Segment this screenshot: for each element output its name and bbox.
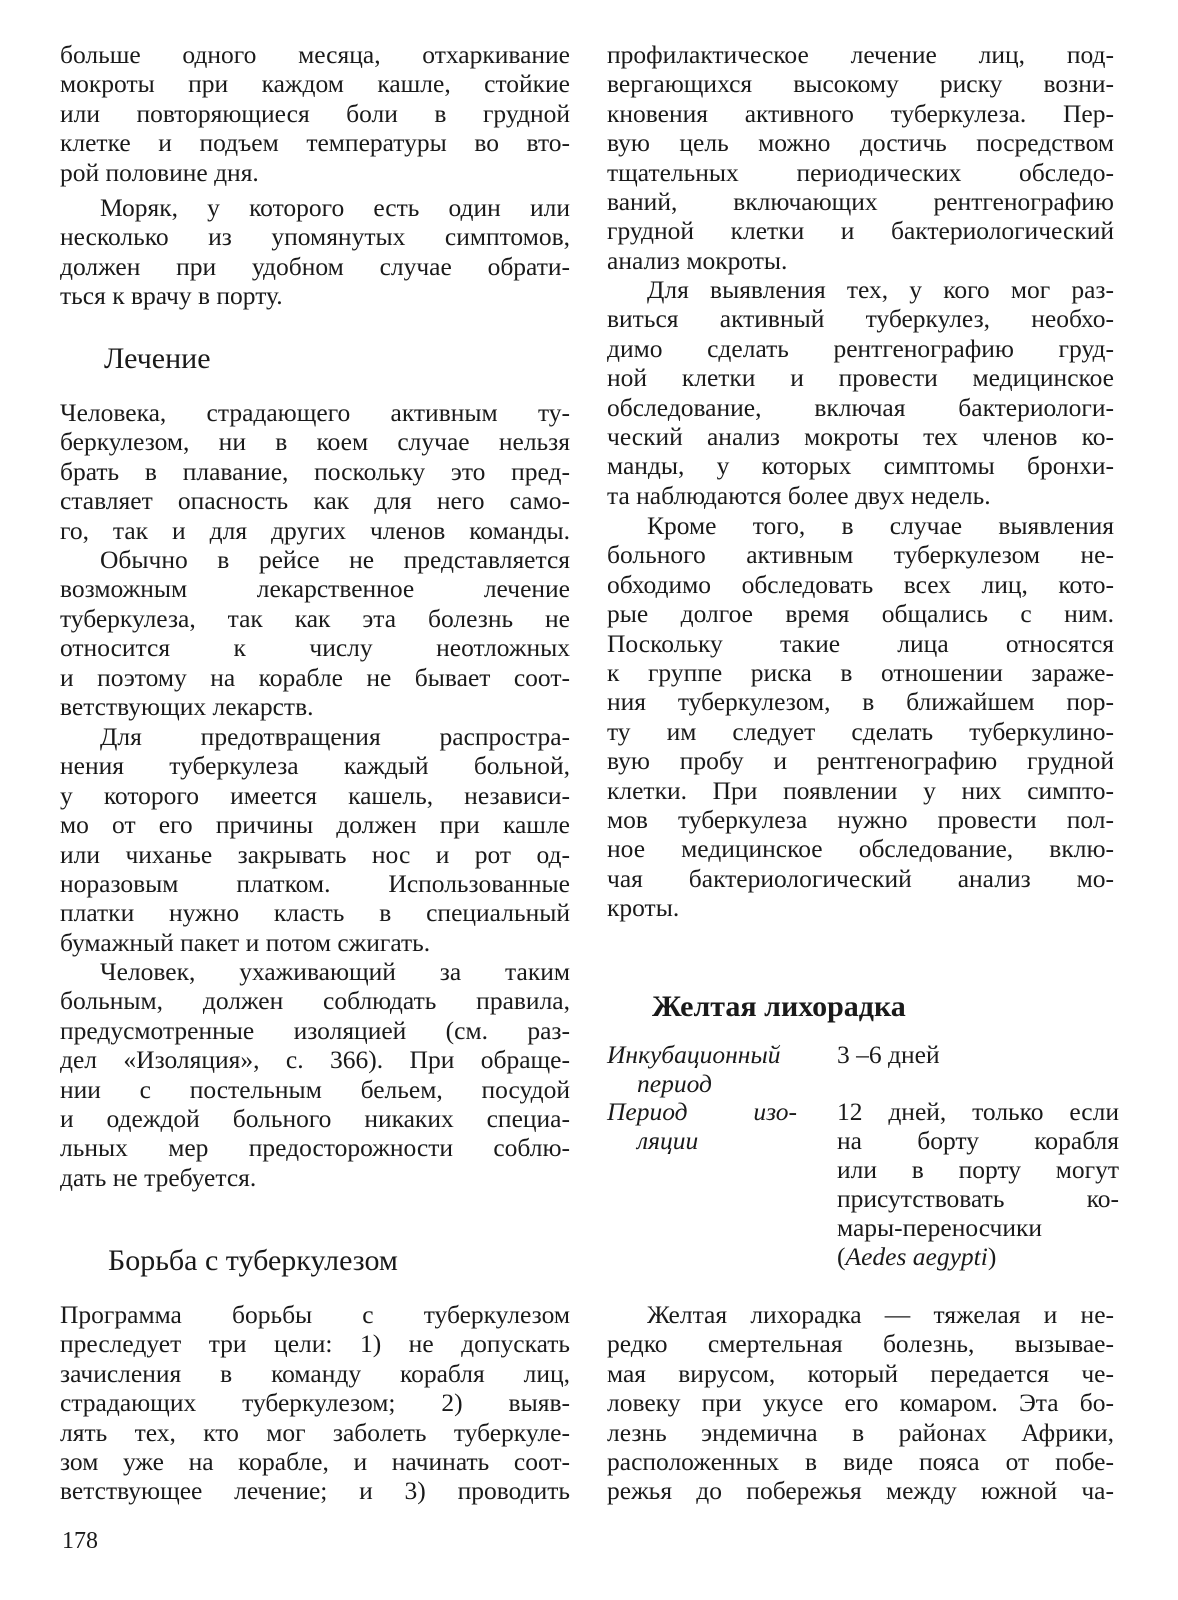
text-line: димо сделать рентгенографию груд- bbox=[607, 333, 1114, 363]
section-heading-yellow-fever: Желтая лихорадка bbox=[652, 990, 906, 1023]
text-line: кроты. bbox=[607, 893, 680, 923]
incubation-period-row bbox=[607, 1040, 1117, 1100]
value-line: 3 –6 дней bbox=[837, 1040, 940, 1069]
text-line: тщательных периодических обследо- bbox=[607, 157, 1114, 187]
text-line: рые долгое время общались с ним. bbox=[607, 599, 1114, 629]
species-name: Aedes aegypti bbox=[845, 1242, 988, 1271]
text-line: расположенных в виде пояса от побе- bbox=[607, 1447, 1114, 1477]
text-line: Обычно в рейсе не представляется bbox=[100, 545, 570, 574]
text-line: редко смертельная болезнь, вызывае- bbox=[607, 1329, 1114, 1359]
text-line: чая бактериологический анализ мо- bbox=[607, 863, 1114, 893]
left-paragraph-4 bbox=[60, 545, 570, 721]
label-line: Инкубационный bbox=[607, 1040, 781, 1069]
isolation-period-row bbox=[607, 1097, 1117, 1277]
text-line: ставляет опасность как для него само- bbox=[60, 486, 570, 516]
value-line: 12 дней, только если bbox=[837, 1097, 1119, 1126]
text-line: ловеку при укусе его комаром. Эта бо- bbox=[607, 1388, 1114, 1418]
left-paragraph-6 bbox=[60, 957, 570, 1192]
text-line: обследование, включая бактериологи- bbox=[607, 392, 1114, 422]
text-line: го, так и для других членов команды. bbox=[60, 515, 570, 545]
species-line: (Aedes aegypti) bbox=[837, 1242, 997, 1271]
text-line: брать в плавание, поскольку это пред- bbox=[60, 456, 570, 486]
text-line: Поскольку такие лица относятся bbox=[607, 628, 1114, 658]
label-line: период bbox=[637, 1069, 712, 1098]
text-line: преследует три цели: 1) не допускать bbox=[60, 1329, 570, 1359]
text-line: ния туберкулезом, в ближайшем пор- bbox=[607, 687, 1114, 717]
text-line: должен при удобном случае обрати- bbox=[60, 251, 570, 281]
text-line: Программа борьбы с туберкулезом bbox=[60, 1300, 570, 1329]
incubation-label bbox=[607, 1040, 807, 1098]
left-paragraph-3 bbox=[60, 398, 570, 545]
text-line: дать не требуется. bbox=[60, 1162, 257, 1192]
text-line: грудной клетки и бактериологический bbox=[607, 216, 1114, 246]
text-line: виться активный туберкулез, необхо- bbox=[607, 304, 1114, 334]
text-line: относится к числу неотложных bbox=[60, 633, 570, 663]
text-line: мов туберкулеза нужно провести пол- bbox=[607, 805, 1114, 835]
text-line: ной клетки и провести медицинское bbox=[607, 363, 1114, 393]
text-line: дел «Изоляция», с. 366). При обраще- bbox=[60, 1045, 570, 1075]
text-line: Моряк, у которого есть один или bbox=[100, 193, 570, 222]
text-line: Человека, страдающего активным ту- bbox=[60, 398, 570, 427]
right-paragraph-2 bbox=[607, 275, 1114, 510]
text-line: или повторяющиеся боли в грудной bbox=[60, 98, 570, 128]
isolation-label bbox=[607, 1097, 807, 1155]
section-heading-tb-control: Борьба с туберкулезом bbox=[108, 1244, 398, 1277]
text-line: обходимо обследовать всех лиц, кото- bbox=[607, 569, 1114, 599]
text-line: мо от его причины должен при кашле bbox=[60, 810, 570, 840]
text-line: у которого имеется кашель, независи- bbox=[60, 780, 570, 810]
right-paragraph-1 bbox=[607, 40, 1114, 275]
text-line: вую цель можно достичь посредством bbox=[607, 128, 1114, 158]
text-line: ветствующих лекарств. bbox=[60, 692, 314, 722]
value-line: присутствовать ко- bbox=[837, 1184, 1119, 1213]
text-line: несколько из упомянутых симптомов, bbox=[60, 222, 570, 252]
isolation-value bbox=[837, 1097, 1119, 1271]
text-line: анализ мокроты. bbox=[607, 245, 788, 275]
text-line: манды, у которых симптомы бронхи- bbox=[607, 451, 1114, 481]
text-line: нения туберкулеза каждый больной, bbox=[60, 751, 570, 781]
text-line: зачисления в команду корабля лиц, bbox=[60, 1358, 570, 1388]
right-paragraph-4 bbox=[607, 1300, 1114, 1506]
left-paragraph-5 bbox=[60, 722, 570, 957]
text-line: клетке и подъем температуры во вто- bbox=[60, 128, 570, 158]
text-line: возможным лекарственное лечение bbox=[60, 574, 570, 604]
text-line: предусмотренные изоляцией (см. раз- bbox=[60, 1015, 570, 1045]
text-line: вергающихся высокому риску возни- bbox=[607, 69, 1114, 99]
right-paragraph-3 bbox=[607, 511, 1114, 923]
left-paragraph-1 bbox=[60, 40, 570, 187]
text-line: Для предотвращения распростра- bbox=[100, 722, 570, 751]
label-line: Период изо- bbox=[607, 1097, 797, 1126]
text-line: нии с постельным бельем, посудой bbox=[60, 1074, 570, 1104]
incubation-value bbox=[837, 1040, 1119, 1069]
text-line: ту им следует сделать туберкулино- bbox=[607, 716, 1114, 746]
text-line: Для выявления тех, у кого мог раз- bbox=[647, 275, 1114, 304]
text-line: вую пробу и рентгенографию грудной bbox=[607, 746, 1114, 776]
text-line: клетки. При появлении у них симпто- bbox=[607, 775, 1114, 805]
value-line: или в порту могут bbox=[837, 1155, 1119, 1184]
text-line: рой половине дня. bbox=[60, 157, 259, 187]
text-line: Кроме того, в случае выявления bbox=[647, 511, 1114, 540]
text-line: мокроты при каждом кашле, стойкие bbox=[60, 69, 570, 99]
text-line: зом уже на корабле, и начинать соот- bbox=[60, 1447, 570, 1477]
text-line: страдающих туберкулезом; 2) выяв- bbox=[60, 1388, 570, 1418]
text-line: и одеждой больного никаких специа- bbox=[60, 1104, 570, 1134]
text-line: платки нужно класть в специальный bbox=[60, 898, 570, 928]
text-line: ческий анализ мокроты тех членов ко- bbox=[607, 422, 1114, 452]
text-line: Человек, ухаживающий за таким bbox=[100, 957, 570, 986]
text-line: или чиханье закрывать нос и рот од- bbox=[60, 839, 570, 869]
text-line: лять тех, кто мог заболеть туберкуле- bbox=[60, 1417, 570, 1447]
text-line: льных мер предосторожности соблю- bbox=[60, 1133, 570, 1163]
text-line: профилактическое лечение лиц, под- bbox=[607, 40, 1114, 69]
text-line: ться к врачу в порту. bbox=[60, 281, 283, 311]
text-line: к группе риска в отношении зараже- bbox=[607, 658, 1114, 688]
text-line: и поэтому на корабле не бывает соот- bbox=[60, 662, 570, 692]
text-line: Желтая лихорадка — тяжелая и не- bbox=[647, 1300, 1114, 1329]
page-number: 178 bbox=[62, 1528, 98, 1554]
text-line: беркулезом, ни в коем случае нельзя bbox=[60, 427, 570, 457]
text-line: туберкулеза, так как эта болезнь не bbox=[60, 603, 570, 633]
text-line: та наблюдаются более двух недель. bbox=[607, 480, 991, 510]
text-line: кновения активного туберкулеза. Пер- bbox=[607, 98, 1114, 128]
text-line: мая вирусом, который передается че- bbox=[607, 1358, 1114, 1388]
text-line: ваний, включающих рентгенографию bbox=[607, 187, 1114, 217]
left-paragraph-2 bbox=[60, 193, 570, 311]
section-heading-treatment: Лечение bbox=[104, 342, 211, 375]
text-line: больным, должен соблюдать правила, bbox=[60, 986, 570, 1016]
text-line: лезнь эндемична в районах Африки, bbox=[607, 1417, 1114, 1447]
value-line: на борту корабля bbox=[837, 1126, 1119, 1155]
text-line: ветствующее лечение; и 3) проводить bbox=[60, 1476, 570, 1506]
text-line: норазовым платком. Использованные bbox=[60, 869, 570, 899]
text-line: больного активным туберкулезом не- bbox=[607, 540, 1114, 570]
text-line: бумажный пакет и потом сжигать. bbox=[60, 927, 431, 957]
text-line: ное медицинское обследование, вклю- bbox=[607, 834, 1114, 864]
text-line: режья до побережья между южной ча- bbox=[607, 1476, 1114, 1506]
left-paragraph-7 bbox=[60, 1300, 570, 1506]
value-line: мары-переносчики bbox=[837, 1213, 1043, 1242]
text-line: больше одного месяца, отхаркивание bbox=[60, 40, 570, 69]
label-line: ляции bbox=[637, 1126, 699, 1155]
